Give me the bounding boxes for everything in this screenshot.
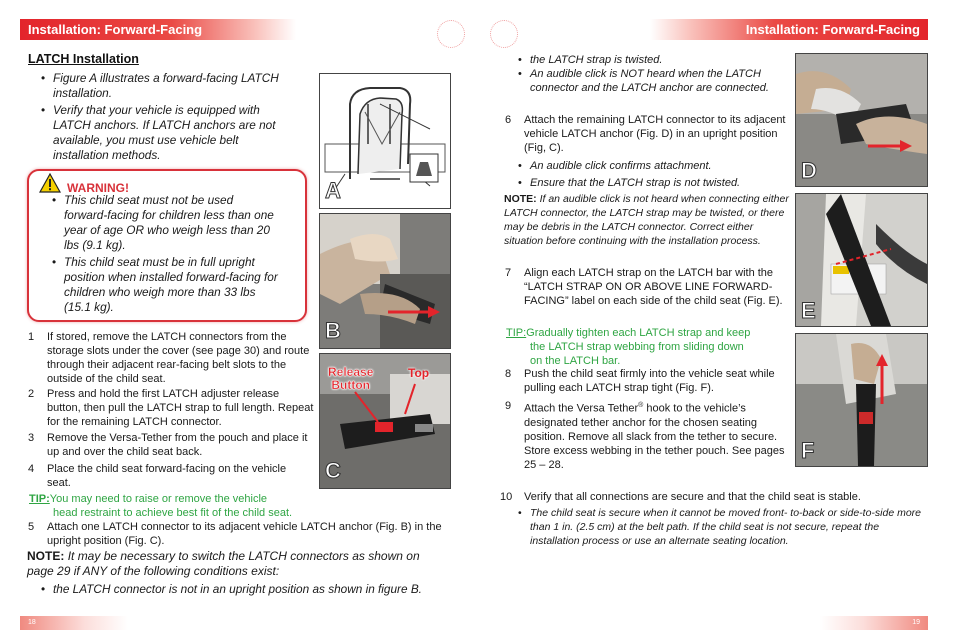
figure-label-d: D — [801, 158, 817, 183]
figure-a — [319, 73, 451, 209]
figure-d — [795, 53, 928, 187]
page-number-right: 19 — [820, 616, 928, 630]
note-left: NOTE: It may be necessary to switch the LATCH connectors as shown on page 29 if ANY of the following conditions exist: — [27, 549, 420, 578]
figure-c — [319, 353, 451, 489]
warning-box — [27, 169, 307, 322]
decorative-circle — [490, 20, 518, 48]
warning-item: • This child seat must not be used forward-facing for children less than one year of age OR who weigh less than 20 lbs (9.1 kg). — [64, 193, 279, 253]
step-10: 10 Verify that all connections are secure and that the child seat is stable. — [500, 491, 861, 503]
tip-right: TIP:Gradually tighten each LATCH strap and keep — [506, 327, 751, 339]
step-6: 6 Attach the remaining LATCH connector to its adjacent vehicle LATCH anchor (Fig. D) in an upright position (Fig, C). — [505, 114, 786, 154]
step-9: 9 Attach the Versa Tether® hook to the vehicle’s designated tether anchor for the chosen seating position. Remove all slack from the tether to secure. Store excess webbing in the tether pouch. See pages 25 – 28. — [505, 400, 785, 471]
note-right: NOTE: If an audible click is not heard when connecting either LATCH connector, the LATCH strap may be twisted, or there may be debris in the LATCH connector. Correct either situation before continuing with the installation process. — [504, 193, 789, 247]
tip-right-line2: the LATCH strap webbing from sliding down — [530, 341, 744, 353]
condition-bullet: • the LATCH strap is twisted. — [530, 53, 780, 67]
note-bullet: • the LATCH connector is not in an upright position as shown in figure B. — [53, 582, 433, 597]
warning-title: WARNING! — [67, 181, 129, 195]
top-label: Top — [408, 366, 430, 380]
tip-left: TIP:You may need to raise or remove the vehicle — [29, 493, 268, 505]
step-7: 7 Align each LATCH strap on the LATCH bar with the “LATCH STRAP ON OR ABOVE LINE FORWARD-FACING” label on each side of the child seat (Fig. E). — [505, 267, 783, 307]
photo-tighten-strap — [796, 334, 927, 466]
figure-label-f: F — [801, 438, 815, 463]
figure-f — [795, 333, 928, 467]
figure-label-c: C — [325, 458, 341, 483]
figure-label-e: E — [801, 298, 816, 323]
figure-label-b: B — [325, 318, 341, 343]
page-header-left: Installation: Forward-Facing — [20, 19, 296, 40]
step-1: 1 If stored, remove the LATCH connectors from the storage slots under the cover (see page 30) and route through their adjacent rear-facing belt slots to the outside of the child seat. — [28, 331, 310, 385]
figure-label-a: A — [325, 178, 341, 203]
step-10-bullet: • The child seat is secure when it cannot be moved front- to-back or side-to-side more than 1 in. (2.5 cm) at the belt path. If the child seat is not secure, repeat the installation process or use an alternate seating location. — [530, 506, 922, 548]
release-button-label: Release Button — [328, 365, 374, 392]
tip-right-line3: on the LATCH bar. — [530, 355, 621, 367]
warning-item: • This child seat must be in full upright position when installed forward-facing for children who weigh more than 33 lbs (15.1 kg). — [64, 255, 279, 315]
decorative-circle — [437, 20, 465, 48]
step-8: 8 Push the child seat firmly into the vehicle seat while pulling each LATCH strap tight (Fig. F). — [505, 368, 775, 394]
intro-bullet: • Verify that your vehicle is equipped with LATCH anchors. If LATCH anchors are not available, you must use vehicle belt installation methods. — [53, 103, 293, 163]
step-4: 4 Place the child seat forward-facing on the vehicle seat. — [28, 463, 287, 489]
condition-bullet: • An audible click is NOT heard when the LATCH connector and the LATCH anchor are connected. — [530, 67, 780, 95]
tip-left-line2: head restraint to achieve best fit of the child seat. — [53, 507, 293, 519]
step-2: 2 Press and hold the first LATCH adjuster release button, then pull the LATCH strap to full length. Repeat for the remaining LATCH connector. — [28, 388, 314, 428]
step-6-bullet: • Ensure that the LATCH strap is not twisted. — [530, 176, 785, 190]
step-3: 3 Remove the Versa-Tether from the pouch and place it up and over the child seat back. — [28, 432, 308, 458]
figure-e — [795, 193, 928, 327]
page-header-right: Installation: Forward-Facing — [650, 19, 928, 40]
intro-bullet: • Figure A illustrates a forward-facing LATCH installation. — [53, 71, 293, 101]
section-title: LATCH Installation — [28, 52, 139, 66]
figure-b — [319, 213, 451, 349]
step-6-bullet: • An audible click confirms attachment. — [530, 159, 785, 173]
page-number-left: 18 — [20, 616, 128, 630]
step-5: 5 Attach one LATCH connector to its adjacent vehicle LATCH anchor (Fig. B) in the upright position (Fig. C). — [28, 521, 442, 547]
warning-icon — [39, 173, 61, 193]
